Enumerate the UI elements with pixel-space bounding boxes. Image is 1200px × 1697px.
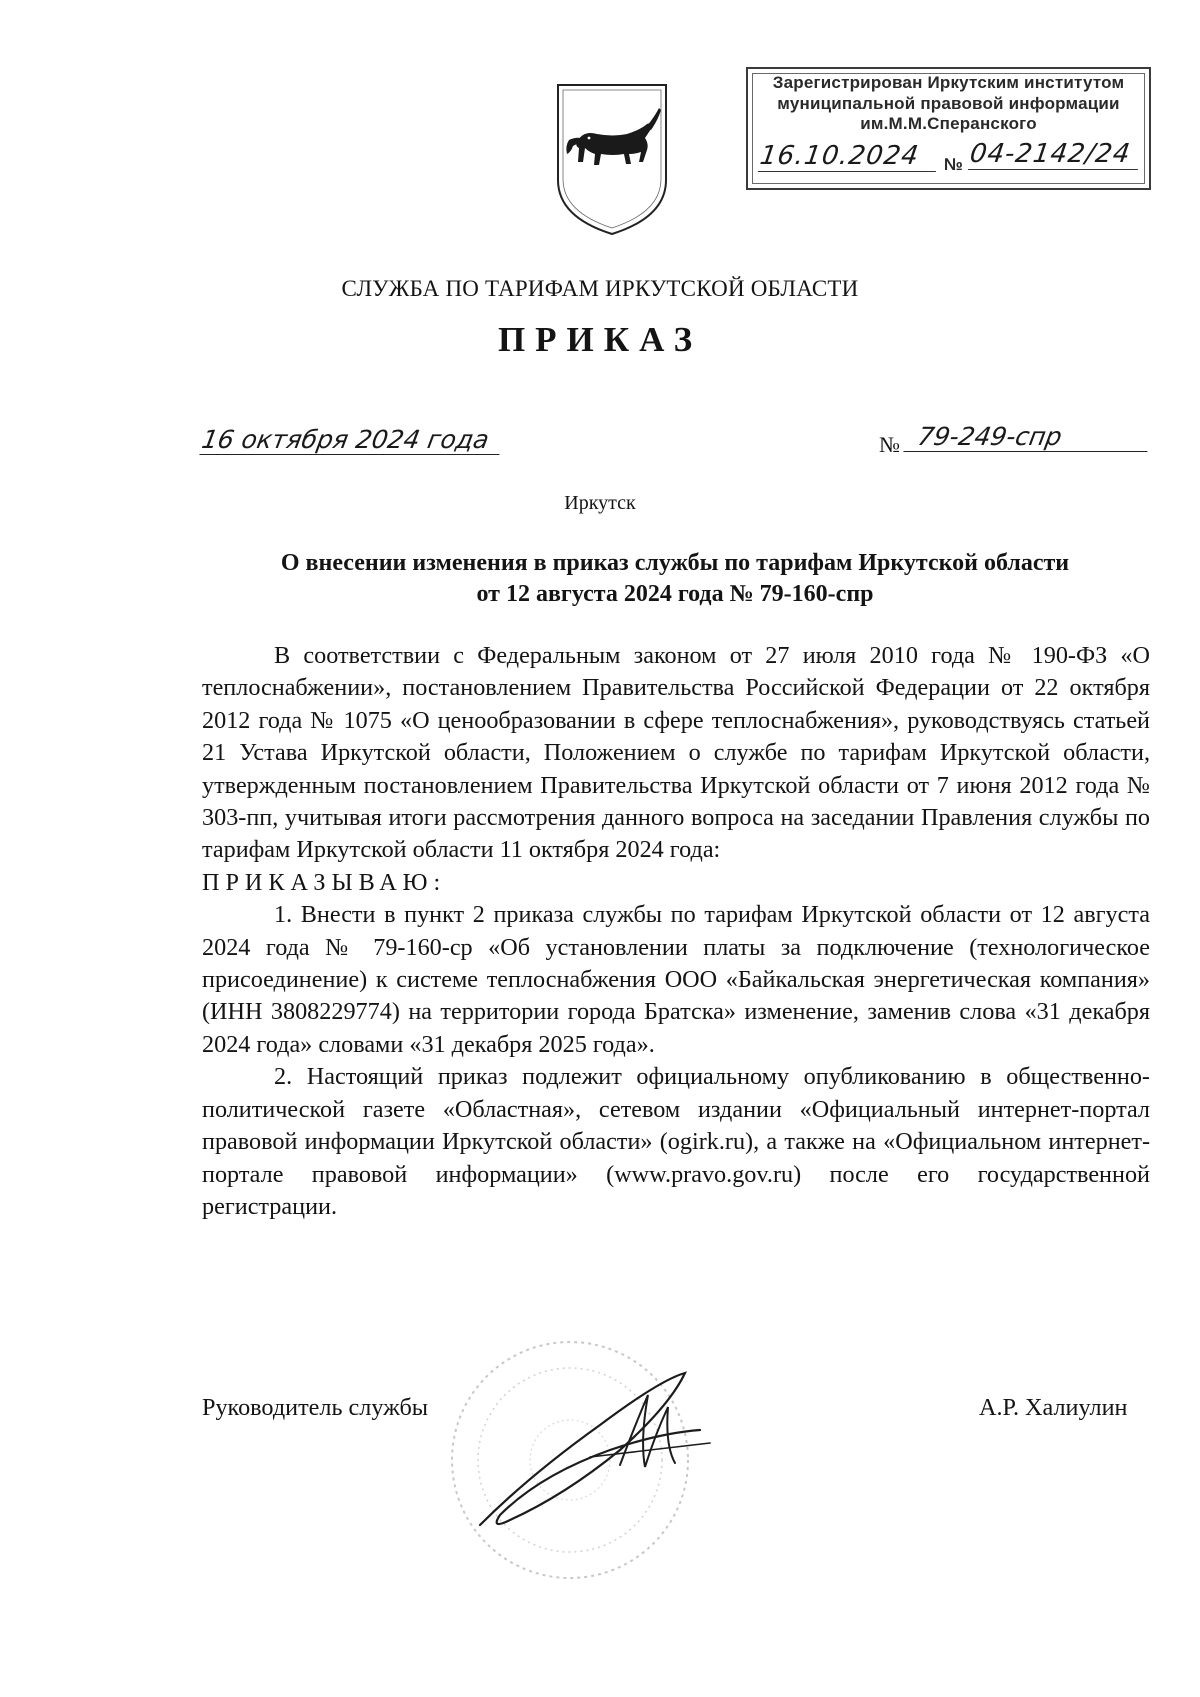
order-number: 79-249-спр bbox=[903, 422, 1152, 452]
stamp-registration-number: 04-2142/24 bbox=[968, 139, 1142, 170]
stamp-line-3: им.М.М.Сперанского bbox=[860, 114, 1037, 133]
decree-word: ПРИКАЗЫВАЮ: bbox=[202, 868, 447, 896]
document-title-line-1: О внесении изменения в приказ службы по тарифам Иркутской области bbox=[280, 550, 1070, 576]
item-2-paragraph: 2. Настоящий приказ подлежит официальному опубликованию в общественно-политической газете «Областная», сетевом издании «Официальный интернет-портал правовой информации Иркутской области» (ogirk.ru), а также на «Официальном интернет-портале правовой информации» (www.pravo.gov.ru) после его государственной регистрации. bbox=[202, 1063, 1150, 1220]
coat-of-arms-emblem bbox=[555, 82, 669, 237]
document-body bbox=[202, 640, 1150, 1223]
order-date: 16 октября 2024 года bbox=[199, 425, 504, 455]
stamp-number-label: № bbox=[944, 155, 963, 174]
document-title-line-2: от 12 августа 2024 года № 79-160-спр bbox=[476, 581, 874, 607]
document-title bbox=[200, 548, 1150, 610]
stamp-line-2: муниципальной правовой информации bbox=[777, 94, 1120, 113]
handwritten-signature bbox=[470, 1355, 730, 1545]
preamble-paragraph: В соответствии с Федеральным законом от 27 июля 2010 года № 190-ФЗ «О теплоснабжении», постановлением Правительства Российской Федерации от 22 октября 2012 года № 1075 «О ценообразовании в сфере теплоснабжения», руководствуясь статьей 21 Устава Иркутской области, Положением о службе по тарифам Иркутской области, утвержденным постановлением Правительства Иркутской области от 7 июня 2012 года № 303-пп, учитывая итоги рассмотрения данного вопроса на заседании Правления службы по тарифам Иркутской области 11 октября 2024 года: bbox=[202, 642, 1150, 864]
signatory-title: Руководитель службы bbox=[202, 1394, 429, 1421]
stamp-line-1: Зарегистрирован Иркутским институтом bbox=[772, 73, 1125, 92]
item-1-paragraph: 1. Внести в пункт 2 приказа службы по тарифам Иркутской области от 12 августа 2024 года № 79-160-ср «Об установлении платы за подключение (технологическое присоединение) к системе теплоснабжения ООО «Байкальская энергетическая компания» (ИНН 3808229774) на территории города Братска» изменение, заменив слова «31 декабря 2024 года» словами «31 декабря 2025 года». bbox=[202, 901, 1150, 1058]
order-number-label: № bbox=[879, 432, 900, 457]
registration-stamp bbox=[746, 67, 1151, 190]
agency-name: СЛУЖБА ПО ТАРИФАМ ИРКУТСКОЙ ОБЛАСТИ bbox=[341, 276, 859, 301]
signatory-name: А.Р. Халиулин bbox=[979, 1394, 1128, 1421]
document-type-heading: ПРИКАЗ bbox=[497, 320, 703, 359]
stamp-registration-date: 16.10.2024 bbox=[758, 141, 940, 172]
city: Иркутск bbox=[564, 492, 636, 514]
